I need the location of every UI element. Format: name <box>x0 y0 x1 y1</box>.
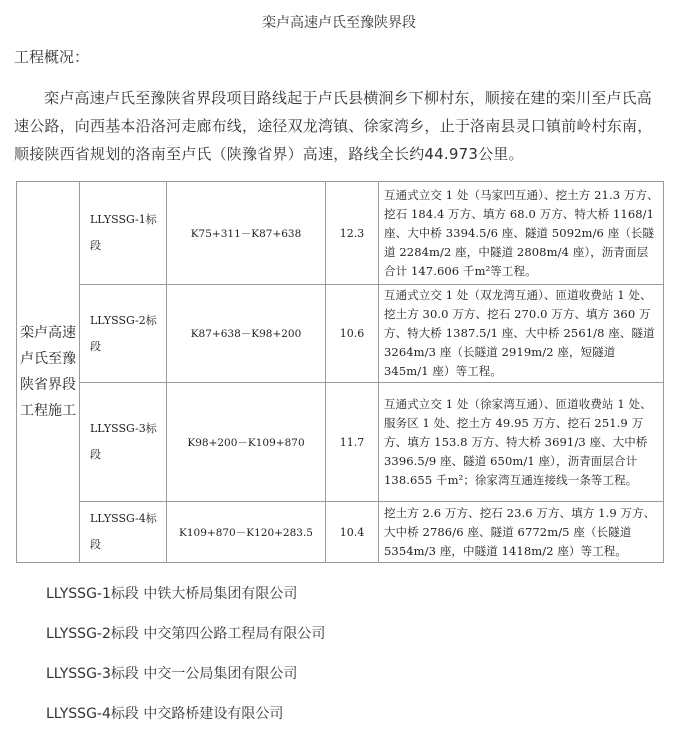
table-row <box>17 502 664 563</box>
work-description-cell: 互通式立交 1 处（双龙湾互通）、匝道收费站 1 处、挖土方 30.0 万方、挖石 270.0 万方、填方 360 万方、特大桥 1387.5/1 座、大中桥 2561/8 座、隧道 3264m/3 座（长隧道 2919m/2 座，短隧道 345m/1 座）等工程。 <box>379 285 664 383</box>
intro-paragraph: 栾卢高速卢氏至豫陕省界段项目路线起于卢氏县横涧乡下柳村东，顺接在建的栾川至卢氏高速公路，向西基本沿洛河走廊布线，途径双龙湾镇、徐家湾乡，止于洛南县灵口镇前岭村东南，顺接陕西省规划的洛南至卢氏（陕豫省界）高速，路线全长约44.973公里。 <box>14 89 653 163</box>
page-title: 栾卢高速卢氏至豫陕界段 <box>262 15 416 31</box>
length-cell: 10.4 <box>326 502 379 563</box>
chainage-range-cell: K98+200－K109+870 <box>167 383 326 502</box>
section-table <box>16 181 664 563</box>
work-description-cell: 互通式立交 1 处（徐家湾互通）、匝道收费站 1 处、服务区 1 处、挖土方 49.95 万方、挖石 251.9 万方、填方 153.8 万方、特大桥 3691/3 座、大中桥 3396.5/9 座、隧道 650m/1 座），沥青面层合计 138.655 千m²；徐家湾互通连接线一条等工程。 <box>379 383 664 502</box>
table-row <box>17 182 664 285</box>
overview-heading: 工程概况： <box>14 48 90 66</box>
chainage-range-cell: K109+870－K120+283.5 <box>167 502 326 563</box>
contractor-item: LLYSSG-1标段 中铁大桥局集团有限公司 <box>46 586 298 602</box>
contractor-item: LLYSSG-3标段 中交一公局集团有限公司 <box>46 666 298 682</box>
section-code-cell: LLYSSG-1标段 <box>80 182 167 285</box>
project-name-cell: 栾卢高速卢氏至豫陕省界段工程施工 <box>17 182 80 563</box>
section-code-cell: LLYSSG-2标段 <box>80 285 167 383</box>
work-description-cell: 互通式立交 1 处（马家凹互通）、挖土方 21.3 万方、挖石 184.4 万方、填方 68.0 万方、特大桥 1168/1 座、大中桥 3394.5/6 座、隧道 5092m/6 座（长隧道 2284m/2 座，中隧道 2808m/4 座），沥青面层合计 147.606 千m²等工程。 <box>379 182 664 285</box>
contractor-list <box>46 583 325 743</box>
work-description-cell: 挖土方 2.6 万方、挖石 23.6 万方、填方 1.9 万方、大中桥 2786/6 座、隧道 6772m/5 座（长隧道 5354m/3 座，中隧道 1418m/2 座）等工程。 <box>379 502 664 563</box>
table-row <box>17 285 664 383</box>
chainage-range-cell: K87+638－K98+200 <box>167 285 326 383</box>
length-cell: 11.7 <box>326 383 379 502</box>
chainage-range-cell: K75+311－K87+638 <box>167 182 326 285</box>
table-row <box>17 383 664 502</box>
length-cell: 12.3 <box>326 182 379 285</box>
length-cell: 10.6 <box>326 285 379 383</box>
section-code-cell: LLYSSG-4标段 <box>80 502 167 563</box>
contractor-item: LLYSSG-4标段 中交路桥建设有限公司 <box>46 706 284 722</box>
section-code-cell: LLYSSG-3标段 <box>80 383 167 502</box>
contractor-item: LLYSSG-2标段 中交第四公路工程局有限公司 <box>46 626 326 642</box>
